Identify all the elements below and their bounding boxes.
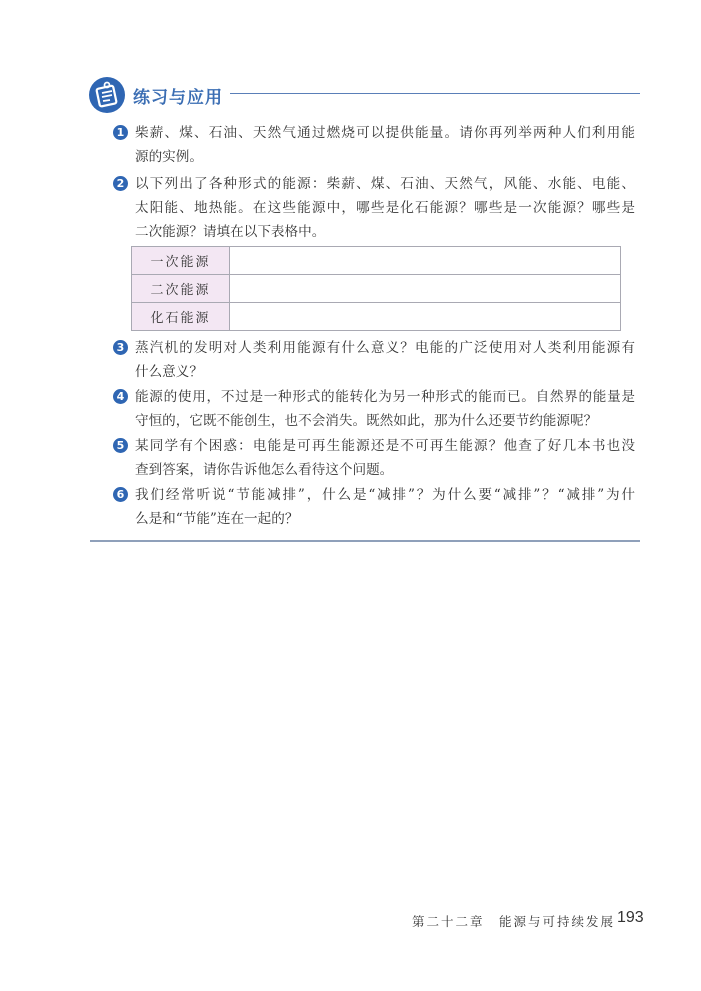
question-5 — [113, 434, 643, 482]
answer-cell[interactable] — [230, 275, 621, 303]
question-1 — [113, 121, 643, 169]
table-row — [132, 247, 621, 275]
question-text: 某同学有个困惑：电能是可再生能源还是不可再生能源？他查了好几本书也没 — [135, 438, 635, 454]
question-text: 太阳能、地热能。在这些能源中，哪些是化石能源？哪些是一次能源？哪些是 — [135, 200, 635, 216]
question-text: 以下列出了各种形式的能源：柴薪、煤、石油、天然气，风能、水能、电能、 — [135, 176, 635, 192]
chapter-footer: 第二十二章 能源与可持续发展 — [412, 914, 616, 929]
answer-cell[interactable] — [230, 247, 621, 275]
row-label: 一次能源 — [132, 247, 230, 275]
question-2 — [113, 172, 643, 244]
question-text: 我们经常听说“节能减排”，什么是“减排”？为什么要“减排”？“减排”为什 — [135, 487, 635, 503]
question-number: 6 — [113, 487, 128, 502]
table-row — [132, 275, 621, 303]
question-text: 能源的使用，不过是一种形式的能转化为另一种形式的能而已。自然界的能量是 — [135, 389, 635, 405]
exercise-icon — [88, 76, 126, 114]
question-number: 3 — [113, 340, 128, 355]
energy-classification-table — [131, 246, 621, 331]
row-label: 二次能源 — [132, 275, 230, 303]
question-text: 蒸汽机的发明对人类利用能源有什么意义？电能的广泛使用对人类利用能源有 — [135, 340, 635, 356]
question-number: 5 — [113, 438, 128, 453]
question-6 — [113, 483, 643, 531]
question-number: 2 — [113, 176, 128, 191]
question-text: 柴薪、煤、石油、天然气通过燃烧可以提供能量。请你再列举两种人们利用能 — [135, 125, 635, 141]
answer-cell[interactable] — [230, 303, 621, 331]
header-divider — [230, 93, 640, 94]
row-label: 化石能源 — [132, 303, 230, 331]
question-text: 么是和“节能”连在一起的？ — [135, 511, 299, 527]
question-number: 4 — [113, 389, 128, 404]
section-end-divider — [90, 540, 640, 542]
question-text: 什么意义？ — [135, 364, 203, 380]
question-number: 1 — [113, 125, 128, 140]
question-text: 源的实例。 — [135, 149, 203, 165]
question-text: 守恒的，它既不能创生，也不会消失。既然如此，那为什么还要节约能源呢？ — [135, 413, 598, 429]
section-title: 练习与应用 — [133, 88, 223, 108]
question-4 — [113, 385, 643, 433]
question-text: 二次能源？请填在以下表格中。 — [135, 224, 326, 240]
question-text: 查到答案，请你告诉他怎么看待这个问题。 — [135, 462, 394, 478]
question-3 — [113, 336, 643, 384]
page-number: 193 — [617, 909, 644, 926]
table-row — [132, 303, 621, 331]
